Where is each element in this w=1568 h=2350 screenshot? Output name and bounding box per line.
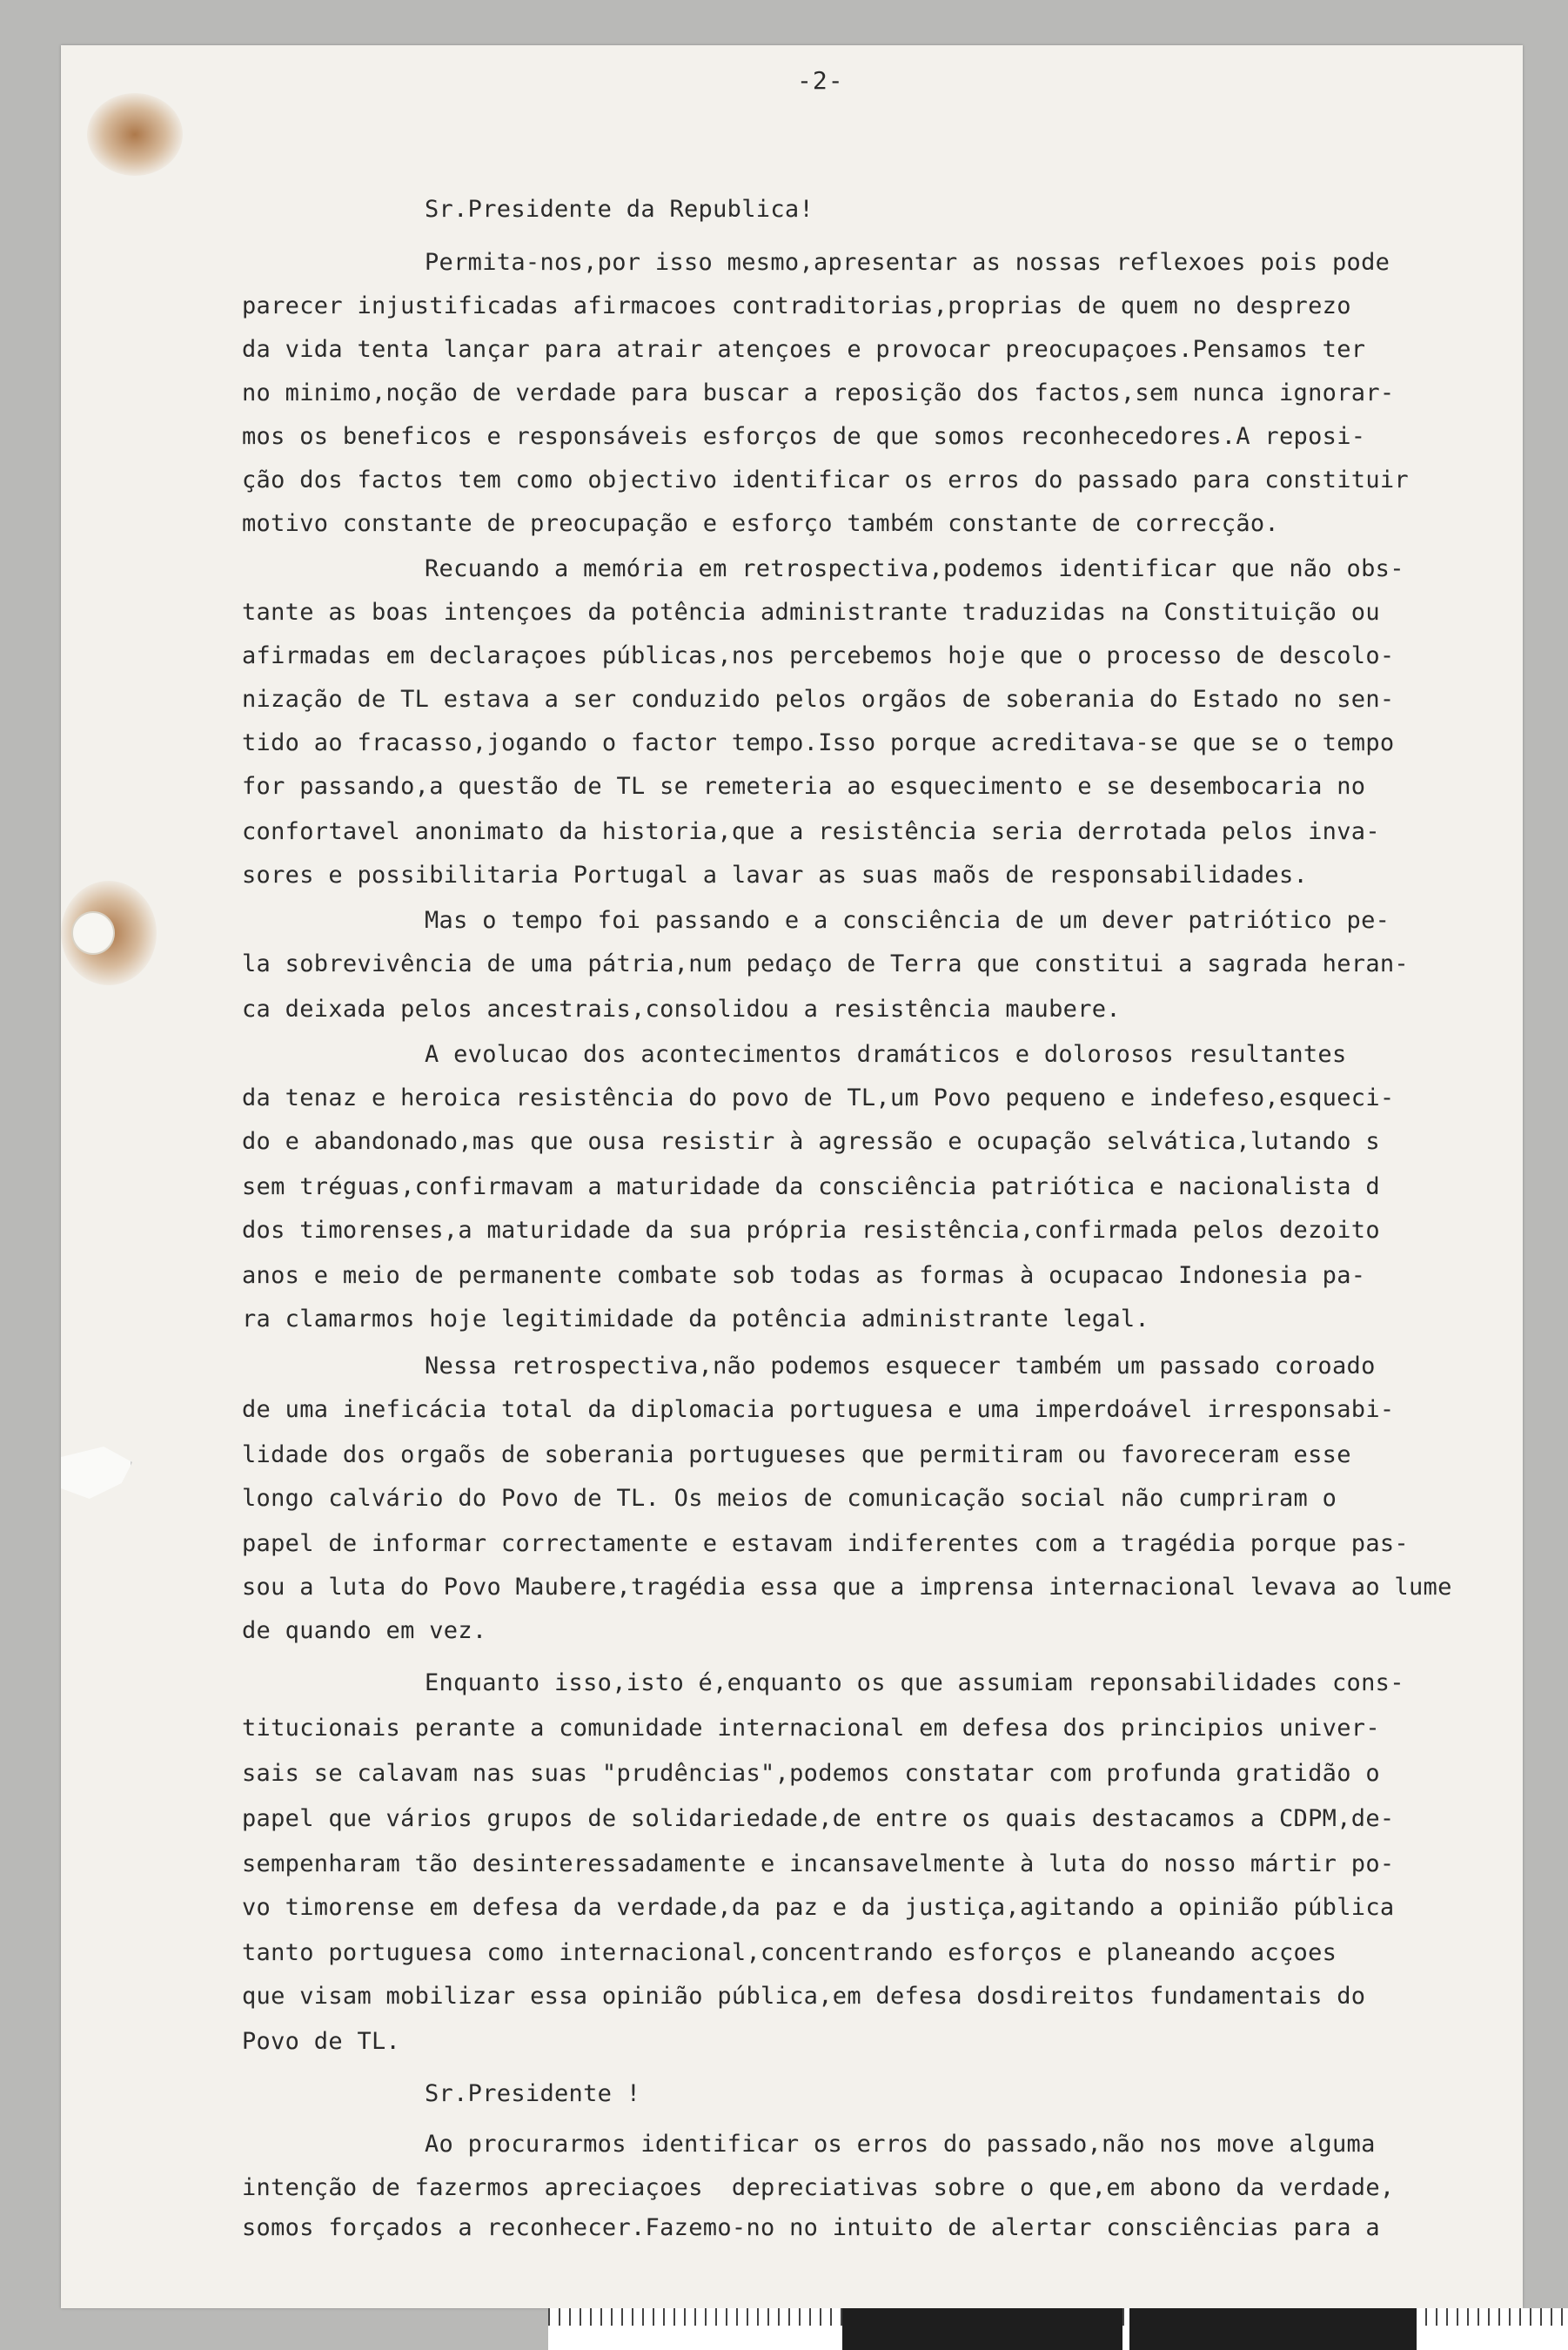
text-line: ca deixada pelos ancestrais,consolidou a resistência maubere.: [242, 996, 1121, 1023]
scale-block: [1129, 2308, 1417, 2350]
text-line: que visam mobilizar essa opinião pública,em defesa dosdireitos fundamentais do: [242, 1983, 1366, 2010]
text-line: Sr.Presidente !: [425, 2080, 641, 2107]
text-line: Ao procurarmos identificar os erros do passado,não nos move alguma: [425, 2131, 1376, 2158]
text-line: sou a luta do Povo Maubere,tragédia essa que a imprensa internacional levava ao lume: [242, 1574, 1452, 1601]
text-line: sempenharam tão desinteressadamente e incansavelmente à luta do nosso mártir po-: [242, 1850, 1395, 1877]
text-line: do e abandonado,mas que ousa resistir à agressão e ocupação selvática,lutando s: [242, 1128, 1380, 1155]
punch-hole: [71, 911, 115, 955]
text-line: longo calvário do Povo de TL. Os meios de comunicação social não cumpriram o: [242, 1485, 1337, 1512]
rust-stain: [87, 93, 183, 176]
text-line: de uma ineficácia total da diplomacia portuguesa e uma imperdoável irresponsabi-: [242, 1396, 1395, 1423]
text-line: sais se calavam nas suas "prudências",podemos constatar com profunda gratidão o: [242, 1760, 1380, 1787]
text-line: da tenaz e heroica resistência do povo de TL,um Povo pequeno e indefeso,esqueci-: [242, 1084, 1395, 1111]
text-line: tido ao fracasso,jogando o factor tempo.Isso porque acreditava-se que se o tempo: [242, 729, 1395, 756]
text-line: afirmadas em declaraçoes públicas,nos percebemos hoje que o processo de descolo-: [242, 642, 1395, 669]
text-line: parecer injustificadas afirmacoes contraditorias,proprias de quem no desprezo: [242, 292, 1351, 319]
text-line: intenção de fazermos apreciaçoes depreciativas sobre o que,em abono da verdade,: [242, 2174, 1395, 2201]
text-line: for passando,a questão de TL se remeteria ao esquecimento e se desembocaria no: [242, 773, 1366, 800]
text-line: tanto portuguesa como internacional,concentrando esforços e planeando acçoes: [242, 1939, 1337, 1966]
text-line: sores e possibilitaria Portugal a lavar as suas maõs de responsabilidades.: [242, 862, 1309, 889]
text-line: Enquanto isso,isto é,enquanto os que assumiam reponsabilidades cons-: [425, 1669, 1404, 1696]
torn-paper-edge: [61, 1447, 132, 1499]
text-line: motivo constante de preocupação e esforço também constante de correcção.: [242, 510, 1279, 537]
text-line: Sr.Presidente da Republica!: [425, 196, 814, 223]
text-line: nização de TL estava a ser conduzido pelos orgãos de soberania do Estado no sen-: [242, 686, 1395, 713]
scale-block: [842, 2308, 1122, 2350]
text-line: titucionais perante a comunidade internacional em defesa dos principios univer-: [242, 1715, 1380, 1742]
text-line: mos os beneficos e responsáveis esforços de que somos reconhecedores.A reposi-: [242, 423, 1366, 450]
text-line: Mas o tempo foi passando e a consciência de um dever patriótico pe-: [425, 907, 1390, 934]
text-line: papel que vários grupos de solidariedade,de entre os quais destacamos a CDPM,de-: [242, 1805, 1395, 1832]
measurement-scale: [548, 2308, 1568, 2350]
text-line: A evolucao dos acontecimentos dramáticos e dolorosos resultantes: [425, 1041, 1347, 1068]
text-line: sem tréguas,confirmavam a maturidade da consciência patriótica e nacionalista d: [242, 1173, 1380, 1200]
document-page: [61, 45, 1523, 2308]
text-line: ra clamarmos hoje legitimidade da potência administrante legal.: [242, 1306, 1149, 1333]
text-line: lidade dos orgaõs de soberania portugueses que permitiram ou favoreceram esse: [242, 1441, 1351, 1468]
text-line: Nessa retrospectiva,não podemos esquecer também um passado coroado: [425, 1353, 1376, 1380]
text-line: ção dos factos tem como objectivo identificar os erros do passado para constituir: [242, 467, 1409, 494]
text-line: dos timorenses,a maturidade da sua própria resistência,confirmada pelos dezoito: [242, 1217, 1380, 1244]
text-line: de quando em vez.: [242, 1617, 487, 1644]
text-line: Permita-nos,por isso mesmo,apresentar as nossas reflexoes pois pode: [425, 249, 1390, 276]
text-line: Recuando a memória em retrospectiva,podemos identificar que não obs-: [425, 555, 1404, 582]
text-line: tante as boas intençoes da potência administrante traduzidas na Constituição ou: [242, 599, 1380, 626]
text-line: vo timorense em defesa da verdade,da paz e da justiça,agitando a opinião pública: [242, 1894, 1395, 1921]
page-number: -2-: [797, 66, 844, 95]
text-line: papel de informar correctamente e estavam indiferentes com a tragédia porque pas-: [242, 1530, 1409, 1557]
text-line: Povo de TL.: [242, 2028, 401, 2055]
text-line: confortavel anonimato da historia,que a resistência seria derrotada pelos inva-: [242, 818, 1380, 845]
text-line: anos e meio de permanente combate sob todas as formas à ocupacao Indonesia pa-: [242, 1262, 1366, 1289]
text-line: somos forçados a reconhecer.Fazemo-no no intuito de alertar consciências para a: [242, 2214, 1380, 2241]
text-line: la sobrevivência de uma pátria,num pedaço de Terra que constitui a sagrada heran-: [242, 950, 1409, 977]
text-line: da vida tenta lançar para atrair atençoes e provocar preocupaçoes.Pensamos ter: [242, 336, 1366, 363]
text-line: no minimo,noção de verdade para buscar a reposição dos factos,sem nunca ignorar-: [242, 379, 1395, 406]
